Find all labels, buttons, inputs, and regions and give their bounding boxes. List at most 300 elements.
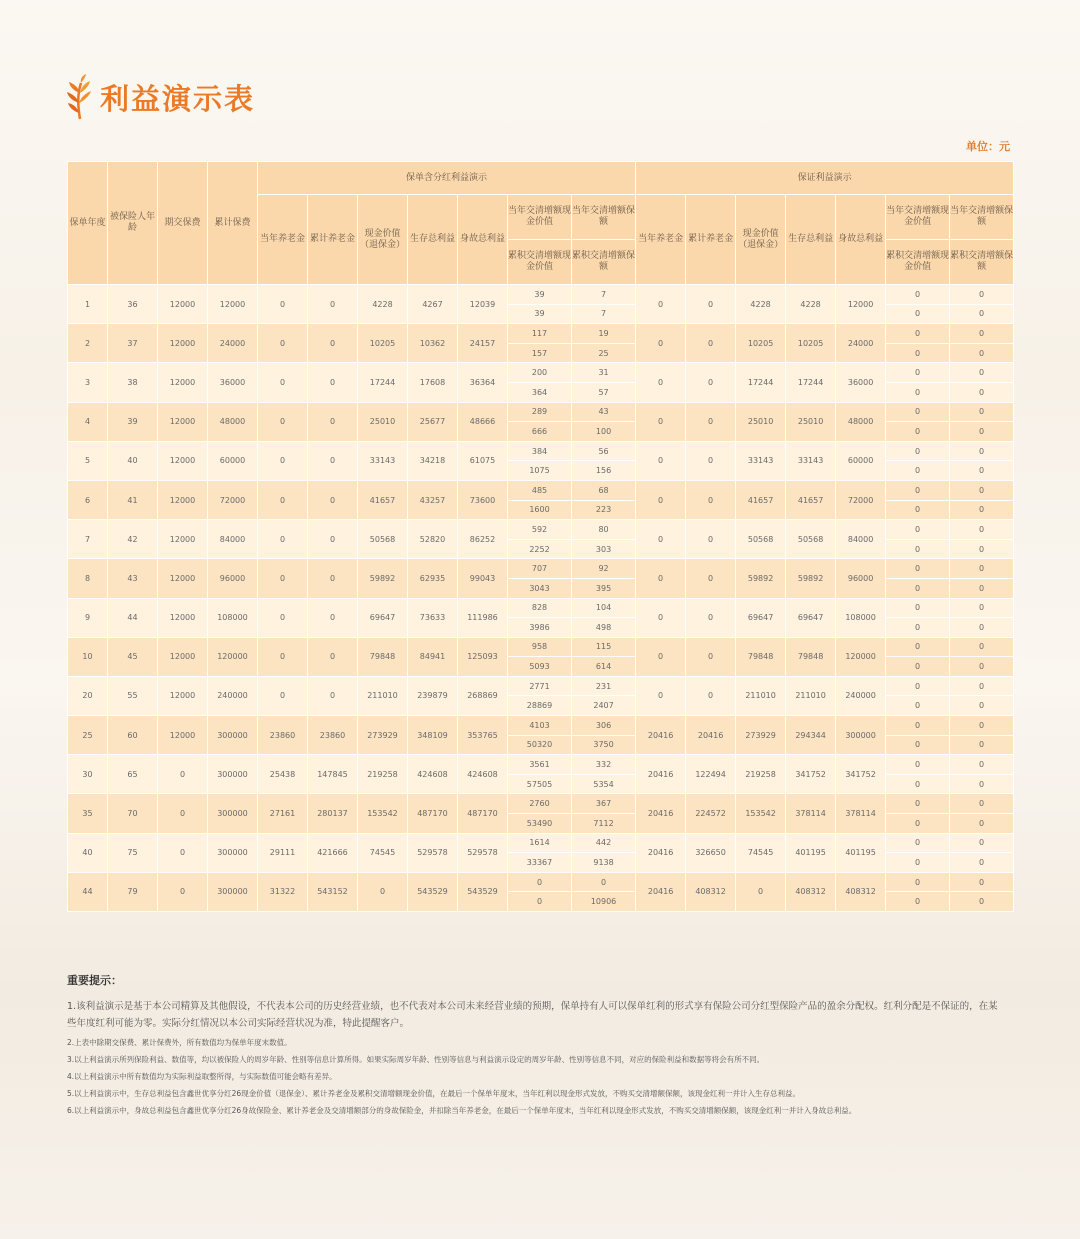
table-cell: 0 <box>886 422 950 442</box>
table-cell: 0 <box>636 285 686 324</box>
table-row <box>68 285 1014 305</box>
table-cell: 0 <box>308 402 358 441</box>
table-cell: 408312 <box>836 872 886 911</box>
table-cell: 303 <box>572 539 636 559</box>
table-cell: 50568 <box>736 520 786 559</box>
table-cell: 223 <box>572 500 636 520</box>
table-cell: 0 <box>308 285 358 324</box>
table-cell: 0 <box>950 716 1014 736</box>
table-cell: 300000 <box>208 872 258 911</box>
table-cell: 353765 <box>458 716 508 755</box>
table-cell: 219258 <box>736 755 786 794</box>
table-cell: 52820 <box>408 520 458 559</box>
header-cum-inc-amt: 累积交清增额保额 <box>572 240 636 285</box>
table-cell: 59892 <box>358 559 408 598</box>
table-cell: 69647 <box>358 598 408 637</box>
table-cell: 50320 <box>508 735 572 755</box>
table-cell: 41657 <box>358 480 408 519</box>
table-cell: 43 <box>108 559 158 598</box>
table-cell: 20416 <box>636 872 686 911</box>
table-cell: 0 <box>636 402 686 441</box>
table-cell: 7112 <box>572 814 636 834</box>
table-cell: 424608 <box>408 755 458 794</box>
table-cell: 0 <box>886 539 950 559</box>
table-cell: 341752 <box>786 755 836 794</box>
table-cell: 0 <box>886 794 950 814</box>
table-cell: 0 <box>950 578 1014 598</box>
table-cell: 41 <box>108 480 158 519</box>
header-g-cum-pension: 累计养老金 <box>686 195 736 285</box>
table-cell: 666 <box>508 422 572 442</box>
table-cell: 38 <box>108 363 158 402</box>
table-cell: 341752 <box>836 755 886 794</box>
table-cell: 7 <box>572 304 636 324</box>
table-cell: 2407 <box>572 696 636 716</box>
table-cell: 348109 <box>408 716 458 755</box>
table-cell: 100 <box>572 422 636 442</box>
table-cell: 0 <box>886 853 950 873</box>
table-cell: 0 <box>886 637 950 657</box>
table-cell: 111986 <box>458 598 508 637</box>
table-cell: 707 <box>508 559 572 579</box>
table-cell: 72000 <box>208 480 258 519</box>
table-cell: 0 <box>950 637 1014 657</box>
table-cell: 48666 <box>458 402 508 441</box>
table-cell: 0 <box>886 598 950 618</box>
table-cell: 384 <box>508 441 572 461</box>
table-cell: 33367 <box>508 853 572 873</box>
table-cell: 614 <box>572 657 636 677</box>
header-cum-pension: 累计养老金 <box>308 195 358 285</box>
note-item: 6.以上利益演示中，身故总利益包含鑫世优享分红26身故保险金、累计养老金及交清增额部分的身故保险金，并扣除当年养老金，在最后一个保单年度末，当年红利以现金形式发放，不购买交清增额保额，该现金红利一并计入身故总利益。 <box>67 1106 857 1115</box>
table-cell: 280137 <box>308 794 358 833</box>
table-cell: 0 <box>258 598 308 637</box>
table-cell: 147845 <box>308 755 358 794</box>
table-cell: 378114 <box>786 794 836 833</box>
table-cell: 3986 <box>508 618 572 638</box>
table-cell: 10205 <box>358 324 408 363</box>
table-cell: 211010 <box>786 676 836 715</box>
table-cell: 0 <box>686 402 736 441</box>
table-cell: 12000 <box>158 402 208 441</box>
table-cell: 0 <box>950 520 1014 540</box>
table-cell: 20416 <box>686 716 736 755</box>
table-cell: 211010 <box>736 676 786 715</box>
table-cell: 239879 <box>408 676 458 715</box>
table-cell: 36000 <box>836 363 886 402</box>
table-cell: 12000 <box>158 520 208 559</box>
table-cell: 543529 <box>408 872 458 911</box>
table-cell: 0 <box>886 716 950 736</box>
table-cell: 5093 <box>508 657 572 677</box>
table-cell: 0 <box>950 657 1014 677</box>
table-cell: 0 <box>258 402 308 441</box>
table-cell: 0 <box>886 285 950 305</box>
header-g-cum-inc-amt: 累积交清增额保额 <box>950 240 1014 285</box>
table-cell: 23860 <box>258 716 308 755</box>
table-cell: 294344 <box>786 716 836 755</box>
table-cell: 364 <box>508 382 572 402</box>
table-cell: 80 <box>572 520 636 540</box>
table-row <box>68 872 1014 892</box>
table-cell: 0 <box>950 441 1014 461</box>
table-cell: 4228 <box>786 285 836 324</box>
page-title: 利益演示表 <box>100 81 256 116</box>
table-cell: 0 <box>886 461 950 481</box>
table-cell: 84941 <box>408 637 458 676</box>
table-cell: 273929 <box>736 716 786 755</box>
table-cell: 0 <box>158 833 208 872</box>
table-cell: 0 <box>886 755 950 775</box>
table-row <box>68 676 1014 696</box>
table-cell: 529578 <box>408 833 458 872</box>
table-cell: 27161 <box>258 794 308 833</box>
header-g-cum-inc-cv: 累积交清增额现金价值 <box>886 240 950 285</box>
table-cell: 60000 <box>836 441 886 480</box>
table-cell: 35 <box>68 794 108 833</box>
table-cell: 0 <box>950 285 1014 305</box>
table-cell: 68 <box>572 480 636 500</box>
table-cell: 37 <box>108 324 158 363</box>
table-cell: 0 <box>308 598 358 637</box>
table-row <box>68 324 1014 344</box>
table-cell: 0 <box>950 598 1014 618</box>
table-cell: 24000 <box>836 324 886 363</box>
table-cell: 10205 <box>786 324 836 363</box>
table-cell: 10906 <box>572 892 636 912</box>
table-cell: 401195 <box>836 833 886 872</box>
table-cell: 0 <box>258 676 308 715</box>
table-cell: 43257 <box>408 480 458 519</box>
table-cell: 0 <box>950 814 1014 834</box>
header-annual-premium: 期交保费 <box>158 162 208 285</box>
header-inc-amt: 当年交清增额保额 <box>572 195 636 240</box>
table-cell: 74545 <box>358 833 408 872</box>
table-cell: 0 <box>950 343 1014 363</box>
table-cell: 122494 <box>686 755 736 794</box>
table-cell: 45 <box>108 637 158 676</box>
table-cell: 9 <box>68 598 108 637</box>
table-cell: 1075 <box>508 461 572 481</box>
table-cell: 958 <box>508 637 572 657</box>
note-item: 1.该利益演示是基于本公司精算及其他假设，不代表本公司的历史经营业绩，也不代表对本公司未来经营业绩的预期，保单持有人可以保单红利的形式享有保险公司分红型保险产品的盈余分配权。红利分配是不保证的，在某些年度红利可能为零。实际分红情况以本公司实际经营状况为准，特此提醒客户。 <box>67 1001 998 1029</box>
table-cell: 0 <box>308 676 358 715</box>
table-cell: 10362 <box>408 324 458 363</box>
wheat-logo-icon <box>64 73 96 121</box>
table-cell: 20416 <box>636 833 686 872</box>
table-cell: 0 <box>950 402 1014 422</box>
table-cell: 20416 <box>636 716 686 755</box>
table-cell: 60 <box>108 716 158 755</box>
table-cell: 8 <box>68 559 108 598</box>
table-cell: 25 <box>572 343 636 363</box>
table-cell: 9138 <box>572 853 636 873</box>
table-cell: 74545 <box>736 833 786 872</box>
table-cell: 39 <box>108 402 158 441</box>
table-cell: 10 <box>68 637 108 676</box>
table-cell: 72000 <box>836 480 886 519</box>
table-cell: 0 <box>686 520 736 559</box>
table-cell: 273929 <box>358 716 408 755</box>
table-row <box>68 559 1014 579</box>
table-cell: 10205 <box>736 324 786 363</box>
table-cell: 33143 <box>736 441 786 480</box>
table-cell: 0 <box>950 559 1014 579</box>
table-cell: 48000 <box>208 402 258 441</box>
table-cell: 0 <box>886 343 950 363</box>
table-cell: 153542 <box>736 794 786 833</box>
table-cell: 34218 <box>408 441 458 480</box>
table-row <box>68 755 1014 775</box>
table-cell: 2760 <box>508 794 572 814</box>
table-cell: 53490 <box>508 814 572 834</box>
table-cell: 12000 <box>158 285 208 324</box>
table-cell: 300000 <box>836 716 886 755</box>
table-cell: 0 <box>886 892 950 912</box>
table-cell: 332 <box>572 755 636 775</box>
table-cell: 117 <box>508 324 572 344</box>
table-cell: 79848 <box>358 637 408 676</box>
table-cell: 79848 <box>736 637 786 676</box>
header-g-inc-cv: 当年交清增额现金价值 <box>886 195 950 240</box>
header-survival: 生存总利益 <box>408 195 458 285</box>
table-header <box>68 162 1014 285</box>
table-cell: 0 <box>636 598 686 637</box>
table-cell: 69647 <box>786 598 836 637</box>
table-cell: 55 <box>108 676 158 715</box>
table-cell: 828 <box>508 598 572 618</box>
table-cell: 48000 <box>836 402 886 441</box>
table-cell: 0 <box>308 363 358 402</box>
table-cell: 0 <box>258 363 308 402</box>
table-cell: 408312 <box>686 872 736 911</box>
table-cell: 0 <box>886 402 950 422</box>
table-cell: 0 <box>950 794 1014 814</box>
table-cell: 0 <box>950 872 1014 892</box>
table-cell: 39 <box>508 304 572 324</box>
table-cell: 33143 <box>786 441 836 480</box>
table-cell: 0 <box>308 324 358 363</box>
table-cell: 0 <box>636 559 686 598</box>
header-g-cash-value: 现金价值（退保金） <box>736 195 786 285</box>
benefit-table <box>67 161 1014 912</box>
table-cell: 0 <box>950 324 1014 344</box>
table-cell: 7 <box>572 285 636 305</box>
table-cell: 7 <box>68 520 108 559</box>
table-cell: 125093 <box>458 637 508 676</box>
table-cell: 0 <box>886 657 950 677</box>
table-cell: 12000 <box>158 324 208 363</box>
table-cell: 211010 <box>358 676 408 715</box>
table-cell: 0 <box>308 559 358 598</box>
table-row <box>68 402 1014 422</box>
table-cell: 0 <box>636 676 686 715</box>
table-cell: 0 <box>886 520 950 540</box>
table-cell: 40 <box>108 441 158 480</box>
table-cell: 12000 <box>158 716 208 755</box>
table-cell: 56 <box>572 441 636 461</box>
table-cell: 108000 <box>836 598 886 637</box>
table-cell: 99043 <box>458 559 508 598</box>
table-row <box>68 637 1014 657</box>
table-cell: 0 <box>886 578 950 598</box>
table-cell: 0 <box>950 539 1014 559</box>
table-cell: 25677 <box>408 402 458 441</box>
table-cell: 0 <box>736 872 786 911</box>
table-cell: 69647 <box>736 598 786 637</box>
notes-heading: 重要提示： <box>67 974 122 987</box>
table-cell: 73633 <box>408 598 458 637</box>
table-cell: 0 <box>358 872 408 911</box>
table-cell: 2 <box>68 324 108 363</box>
table-cell: 289 <box>508 402 572 422</box>
table-cell: 12000 <box>158 441 208 480</box>
table-cell: 0 <box>258 637 308 676</box>
table-cell: 0 <box>572 872 636 892</box>
table-cell: 29111 <box>258 833 308 872</box>
table-row <box>68 716 1014 736</box>
table-cell: 156 <box>572 461 636 481</box>
table-cell: 378114 <box>836 794 886 833</box>
note-item: 4.以上利益演示中所有数值均为实际利益取整所得，与实际数值可能会略有差异。 <box>67 1072 337 1081</box>
table-cell: 25438 <box>258 755 308 794</box>
table-cell: 75 <box>108 833 158 872</box>
table-cell: 0 <box>950 382 1014 402</box>
table-cell: 0 <box>258 520 308 559</box>
table-cell: 5354 <box>572 774 636 794</box>
header-death: 身故总利益 <box>458 195 508 285</box>
table-cell: 0 <box>686 363 736 402</box>
table-cell: 0 <box>950 618 1014 638</box>
table-cell: 24000 <box>208 324 258 363</box>
table-cell: 0 <box>686 285 736 324</box>
table-cell: 2252 <box>508 539 572 559</box>
table-cell: 0 <box>886 304 950 324</box>
table-cell: 62935 <box>408 559 458 598</box>
table-cell: 65 <box>108 755 158 794</box>
table-cell: 12000 <box>158 480 208 519</box>
table-cell: 12039 <box>458 285 508 324</box>
table-cell: 485 <box>508 480 572 500</box>
table-cell: 12000 <box>158 637 208 676</box>
table-cell: 0 <box>686 324 736 363</box>
table-cell: 442 <box>572 833 636 853</box>
table-cell: 40 <box>68 833 108 872</box>
header-g-inc-amt: 当年交清增额保额 <box>950 195 1014 240</box>
table-cell: 224572 <box>686 794 736 833</box>
table-cell: 4103 <box>508 716 572 736</box>
table-cell: 498 <box>572 618 636 638</box>
table-cell: 0 <box>886 814 950 834</box>
table-cell: 0 <box>686 480 736 519</box>
table-cell: 33143 <box>358 441 408 480</box>
table-cell: 36000 <box>208 363 258 402</box>
table-cell: 0 <box>950 480 1014 500</box>
table-cell: 0 <box>258 480 308 519</box>
note-item: 2.上表中除期交保费、累计保费外，所有数值均为保单年度末数值。 <box>67 1038 292 1047</box>
table-cell: 20 <box>68 676 108 715</box>
table-cell: 25 <box>68 716 108 755</box>
table-cell: 300000 <box>208 794 258 833</box>
table-cell: 0 <box>308 520 358 559</box>
table-cell: 240000 <box>208 676 258 715</box>
table-cell: 0 <box>950 735 1014 755</box>
table-cell: 61075 <box>458 441 508 480</box>
table-cell: 84000 <box>836 520 886 559</box>
table-cell: 4 <box>68 402 108 441</box>
table-cell: 0 <box>950 363 1014 383</box>
table-cell: 543529 <box>458 872 508 911</box>
table-cell: 36364 <box>458 363 508 402</box>
table-cell: 0 <box>886 676 950 696</box>
table-cell: 1600 <box>508 500 572 520</box>
table-cell: 1614 <box>508 833 572 853</box>
table-cell: 17244 <box>736 363 786 402</box>
table-cell: 0 <box>308 637 358 676</box>
table-cell: 0 <box>686 441 736 480</box>
table-row <box>68 520 1014 540</box>
table-cell: 73600 <box>458 480 508 519</box>
table-body <box>68 285 1014 912</box>
table-cell: 0 <box>950 892 1014 912</box>
table-cell: 0 <box>686 598 736 637</box>
header-g-pension: 当年养老金 <box>636 195 686 285</box>
header-year: 保单年度 <box>68 162 108 285</box>
table-cell: 36 <box>108 285 158 324</box>
table-cell: 0 <box>508 872 572 892</box>
table-cell: 424608 <box>458 755 508 794</box>
table-cell: 0 <box>950 696 1014 716</box>
header-g-survival: 生存总利益 <box>786 195 836 285</box>
header-cum-inc-cv: 累积交清增额现金价值 <box>508 240 572 285</box>
header-inc-cv: 当年交清增额现金价值 <box>508 195 572 240</box>
table-cell: 44 <box>108 598 158 637</box>
table-cell: 41657 <box>786 480 836 519</box>
table-cell: 543152 <box>308 872 358 911</box>
table-cell: 395 <box>572 578 636 598</box>
table-cell: 0 <box>636 520 686 559</box>
table-cell: 300000 <box>208 755 258 794</box>
table-cell: 42 <box>108 520 158 559</box>
table-cell: 0 <box>636 441 686 480</box>
table-row <box>68 833 1014 853</box>
table-cell: 0 <box>886 618 950 638</box>
table-cell: 0 <box>886 774 950 794</box>
title-block <box>64 72 255 122</box>
table-cell: 0 <box>886 324 950 344</box>
table-cell: 0 <box>950 833 1014 853</box>
table-cell: 0 <box>308 480 358 519</box>
table-cell: 41657 <box>736 480 786 519</box>
table-cell: 25010 <box>736 402 786 441</box>
table-cell: 115 <box>572 637 636 657</box>
table-cell: 153542 <box>358 794 408 833</box>
table-cell: 59892 <box>786 559 836 598</box>
table-cell: 84000 <box>208 520 258 559</box>
table-cell: 17244 <box>786 363 836 402</box>
table-row <box>68 598 1014 618</box>
table-cell: 17608 <box>408 363 458 402</box>
header-cash-value: 现金价值（退保金） <box>358 195 408 285</box>
table-cell: 59892 <box>736 559 786 598</box>
table-cell: 23860 <box>308 716 358 755</box>
table-cell: 0 <box>308 441 358 480</box>
table-cell: 0 <box>258 285 308 324</box>
header-dividend-group: 保单含分红利益演示 <box>258 162 636 195</box>
table-cell: 17244 <box>358 363 408 402</box>
table-cell: 0 <box>158 794 208 833</box>
note-item: 3.以上利益演示所列保险利益、数值等，均以被保险人的周岁年龄、性别等信息计算所得。如果实际周岁年龄、性别等信息与利益演示设定的周岁年龄、性别等信息不同，对应的保险利益和数据等将会有所不同。 <box>67 1055 765 1064</box>
